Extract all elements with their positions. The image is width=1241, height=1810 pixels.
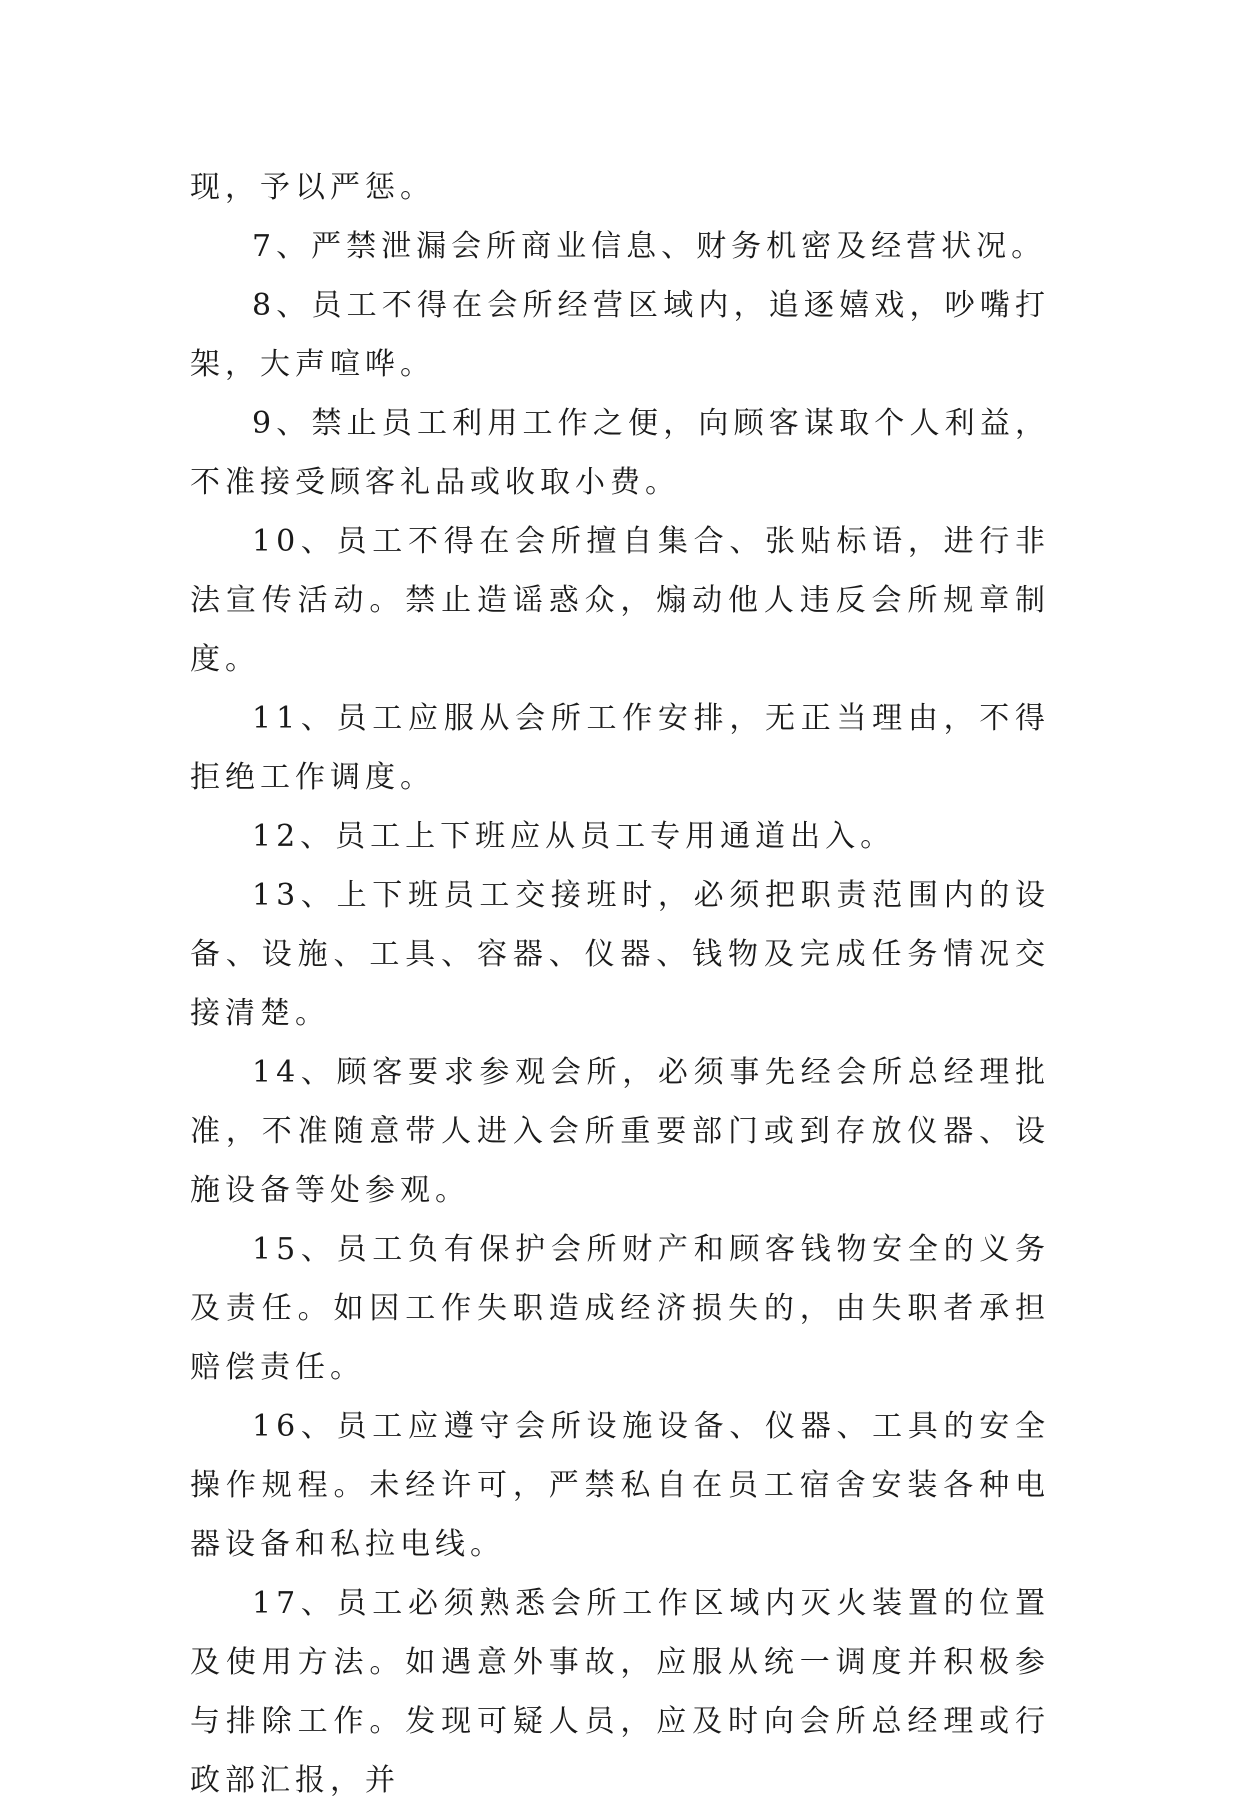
rule-12: 12、员工上下班应从员工专用通道出入。: [252, 819, 896, 854]
rule-10: 10、员工不得在会所擅自集合、张贴标语，进行非法宣传活动。禁止造谣惑众，煽动他人违反会所规章制度。: [190, 524, 1050, 677]
paragraph-continuation: 现，予以严惩。: [190, 170, 435, 205]
rule-17: 17、员工必须熟悉会所工作区域内灭火装置的位置及使用方法。如遇意外事故，应服从统一调度并积极参与排除工作。发现可疑人员，应及时向会所总经理或行政部汇报，并: [190, 1586, 1050, 1798]
rule-15: 15、员工负有保护会所财产和顾客钱物安全的义务及责任。如因工作失职造成经济损失的，由失职者承担赔偿责任。: [190, 1232, 1050, 1385]
rule-16: 16、员工应遵守会所设施设备、仪器、工具的安全操作规程。未经许可，严禁私自在员工宿舍安装各种电器设备和私拉电线。: [190, 1409, 1050, 1562]
rule-8: 8、员工不得在会所经营区域内，追逐嬉戏，吵嘴打架，大声喧哗。: [190, 288, 1050, 382]
rule-13: 13、上下班员工交接班时，必须把职责范围内的设备、设施、工具、容器、仪器、钱物及完成任务情况交接清楚。: [190, 878, 1050, 1031]
document-body: [190, 158, 1050, 1810]
rule-7: 7、严禁泄漏会所商业信息、财务机密及经营状况。: [252, 229, 1047, 264]
rule-9: 9、禁止员工利用工作之便，向顾客谋取个人利益，不准接受顾客礼品或收取小费。: [190, 406, 1050, 500]
rule-11: 11、员工应服从会所工作安排，无正当理由，不得拒绝工作调度。: [190, 701, 1050, 795]
rule-14: 14、顾客要求参观会所，必须事先经会所总经理批准，不准随意带人进入会所重要部门或到存放仪器、设施设备等处参观。: [190, 1055, 1050, 1208]
